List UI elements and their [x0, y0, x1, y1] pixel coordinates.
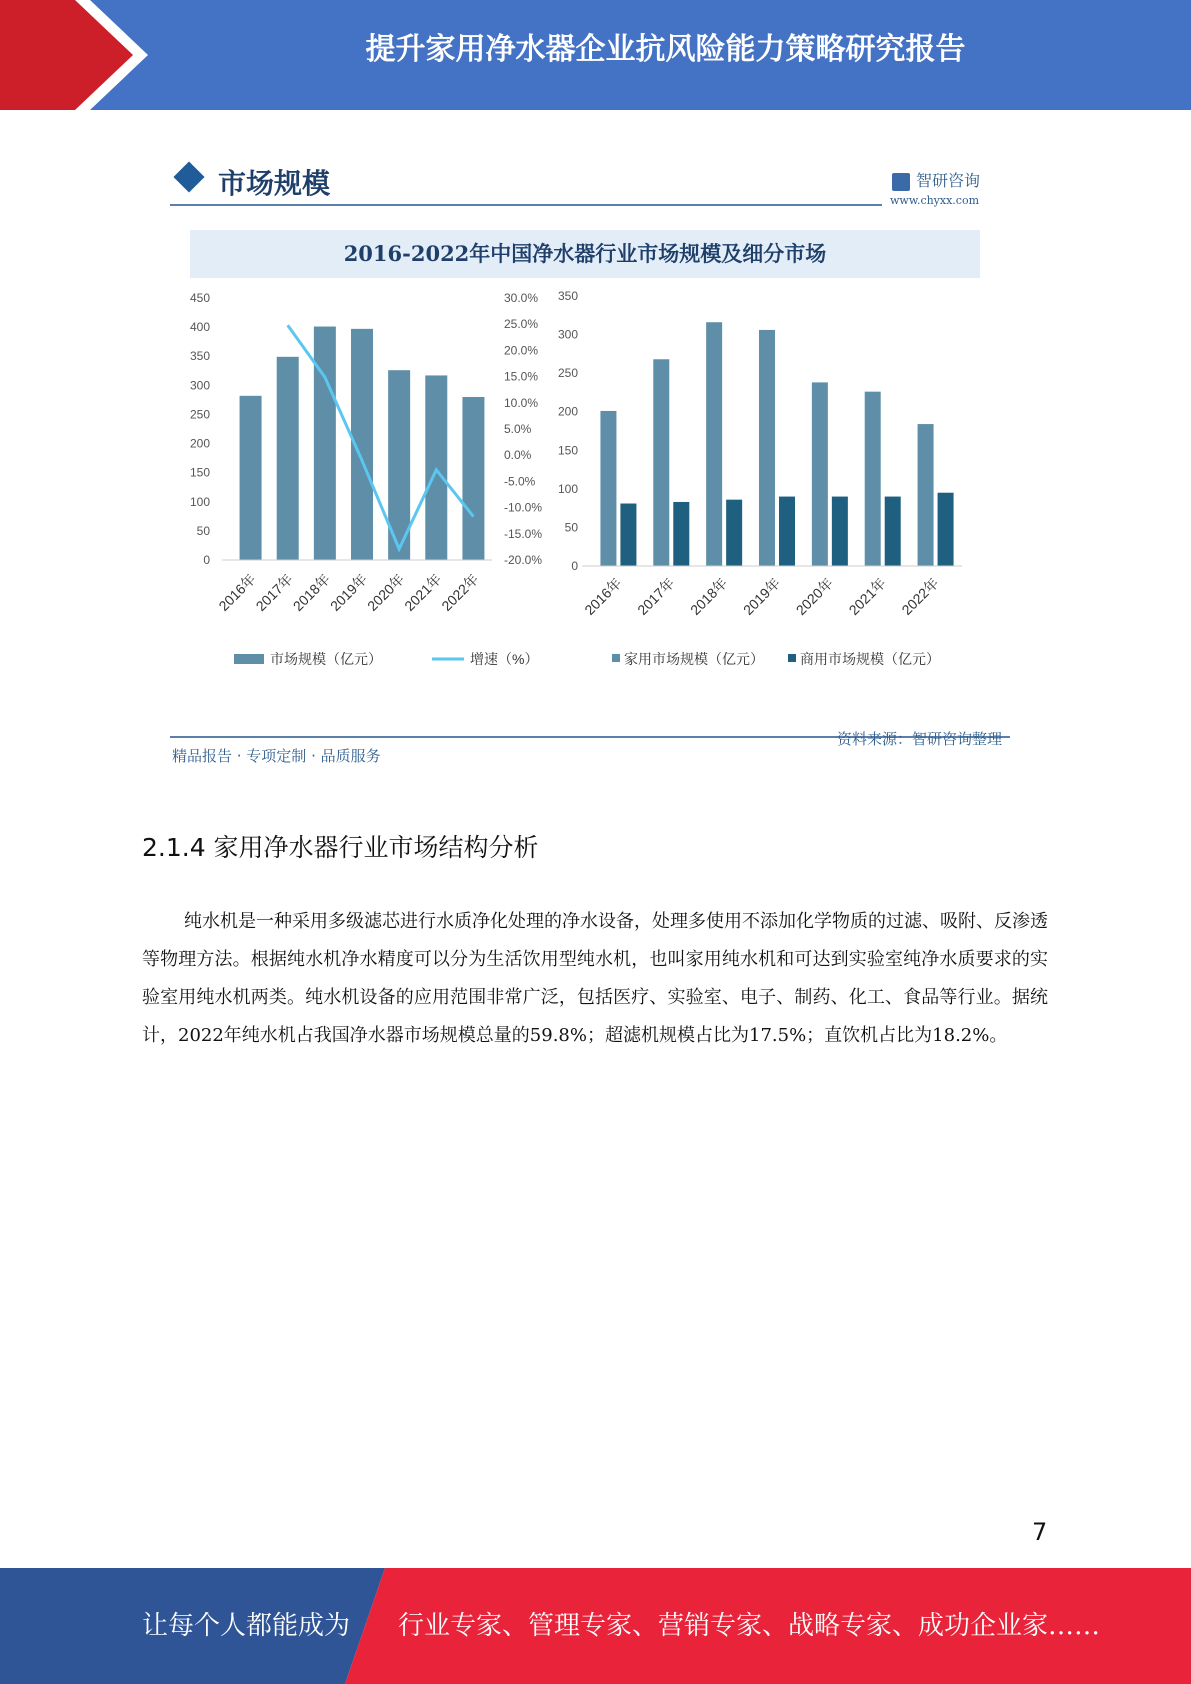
chart2-legend-label: 家用市场规模（亿元） — [624, 651, 764, 667]
chart1-bar — [462, 397, 484, 560]
chart2-y-tick-label: 100 — [557, 481, 578, 496]
diamond-icon — [173, 161, 204, 192]
chart1-y2-tick-label: -10.0% — [504, 500, 543, 515]
chart1-y-tick-label: 350 — [189, 349, 210, 364]
chart1-y2-tick-label: 10.0% — [504, 395, 539, 410]
chart1-bar — [277, 357, 299, 560]
chart1-y-tick-label: 200 — [189, 436, 210, 451]
chart2-bar-household — [759, 330, 775, 566]
chart2-bar-commercial — [832, 497, 848, 566]
figure-title: 市场规模 — [218, 167, 331, 200]
chart2-y-tick-label: 300 — [557, 327, 578, 342]
figure-source: 资料来源：智研咨询整理 — [836, 730, 1002, 748]
figure-tagline: 精品报告 · 专项定制 · 品质服务 — [172, 747, 381, 765]
footer-slogan-right: 行业专家、管理专家、营销专家、战略专家、成功企业家…… — [398, 1611, 1101, 1641]
chart2-x-tick-label: 2021年 — [845, 574, 889, 619]
chart1-y2-tick-label: 20.0% — [504, 343, 539, 358]
chart2-y-tick-label: 250 — [557, 366, 578, 381]
market-size-figure — [162, 150, 1012, 770]
chart1-bar — [314, 327, 336, 560]
chart2-bar-household — [812, 382, 828, 566]
chart2-x-tick-label: 2019年 — [739, 574, 784, 619]
section-paragraph: 纯水机是一种采用多级滤芯进行水质净化处理的净水设备，处理多使用不添加化学物质的过滤、吸附、反渗透等物理方法。根据纯水机净水精度可以分为生活饮用型纯水机，也叫家用纯水机和可达到实验室纯净水质要求的实验室用纯水机两类。纯水机设备的应用范围非常广泛，包括医疗、实验室、电子、制药、化工、食品等行业。据统计，2022年纯水机占我国净水器市场规模总量的59.8%；超滤机规模占比为17.5%；直饮机占比为18.2%。 — [142, 911, 1048, 1046]
page-number: 7 — [1032, 1518, 1048, 1546]
chart2-bar-household — [865, 392, 881, 566]
chart1-legend-label: 增速（%） — [470, 651, 539, 667]
chart2-bar-household — [600, 411, 616, 566]
chart2-bar-commercial — [673, 502, 689, 566]
chart-subtitle-box — [190, 230, 980, 278]
brand-logo-icon — [892, 173, 910, 191]
chart1-y-tick-label: 300 — [189, 378, 210, 393]
chart1-y2-tick-label: -20.0% — [504, 553, 543, 567]
chart1-x-tick-label: 2020年 — [364, 570, 408, 615]
chart2-bar-household — [918, 424, 934, 566]
chart2-bar-household — [706, 322, 722, 566]
chart1-x-tick-label: 2018年 — [289, 570, 333, 615]
chart1-x-tick-label: 2016年 — [215, 570, 259, 615]
chart2-bar-commercial — [885, 497, 901, 566]
chart2-y-tick-label: 0 — [571, 559, 578, 573]
page-header — [0, 0, 1191, 110]
chart2-bar-commercial — [726, 500, 742, 566]
chart1-y-tick-label: 100 — [189, 494, 210, 509]
chart1-y-tick-label: 250 — [189, 407, 210, 422]
chart2-bar-commercial — [620, 504, 636, 566]
chart1-x-tick-label: 2019年 — [326, 570, 371, 615]
chart2-bar-household — [653, 359, 669, 566]
header-arrow-decoration — [0, 0, 160, 110]
chart1-bar — [240, 396, 262, 560]
chart1-x-tick-label: 2017年 — [252, 570, 296, 615]
chart1-x-tick-label: 2021年 — [401, 570, 445, 615]
chart1-y2-tick-label: 30.0% — [504, 291, 539, 305]
chart2-y-tick-label: 50 — [564, 520, 578, 535]
page-footer — [0, 1568, 1191, 1684]
chart1-y2-tick-label: 5.0% — [504, 422, 532, 436]
chart1-y2-tick-label: 25.0% — [504, 317, 539, 332]
chart-subtitle: 2016-2022年中国净水器行业市场规模及细分市场 — [343, 241, 827, 266]
chart2-legend-swatch-commercial — [788, 654, 796, 662]
chart1-x-tick-label: 2022年 — [438, 570, 482, 615]
chart2-x-tick-label: 2017年 — [634, 574, 678, 619]
chart1-y2-tick-label: -5.0% — [504, 474, 536, 489]
chart2-bar-commercial — [938, 493, 954, 566]
chart2-y-tick-label: 200 — [557, 404, 578, 419]
chart1-y-tick-label: 150 — [189, 465, 210, 480]
chart1-y2-tick-label: 0.0% — [504, 448, 532, 463]
chart1-legend-label: 市场规模（亿元） — [270, 651, 382, 667]
footer-slogan-left: 让每个人都能成为 — [142, 1611, 351, 1641]
chart2-x-tick-label: 2020年 — [792, 574, 836, 619]
chart1-y-tick-label: 50 — [196, 523, 210, 538]
chart2-x-tick-label: 2018年 — [687, 574, 731, 619]
figure-divider — [170, 204, 882, 206]
chart1-y2-tick-label: 15.0% — [504, 369, 539, 384]
chart1-legend-swatch-bar — [234, 654, 264, 664]
chart2-legend-label: 商用市场规模（亿元） — [800, 651, 940, 667]
chart2-bar-commercial — [779, 497, 795, 566]
brand-url: www.chyxx.com — [890, 194, 980, 207]
brand — [892, 168, 980, 191]
chart1-y2-tick-label: -15.0% — [504, 526, 543, 541]
chart1-y-tick-label: 450 — [189, 291, 210, 305]
brand-name: 智研咨询 — [916, 171, 981, 190]
chart1-y-tick-label: 400 — [189, 320, 210, 335]
section-heading: 2.1.4 家用净水器行业市场结构分析 — [142, 833, 539, 862]
chart1-y-tick-label: 0 — [203, 553, 210, 567]
chart2-x-tick-label: 2022年 — [898, 574, 942, 619]
report-title: 提升家用净水器企业抗风险能力策略研究报告 — [365, 32, 966, 67]
chart2-legend-swatch-household — [612, 654, 620, 662]
charts-area — [162, 290, 1012, 720]
chart2-y-tick-label: 350 — [557, 290, 578, 303]
chart2-y-tick-label: 150 — [557, 443, 578, 458]
chart2-x-tick-label: 2016年 — [581, 574, 625, 619]
